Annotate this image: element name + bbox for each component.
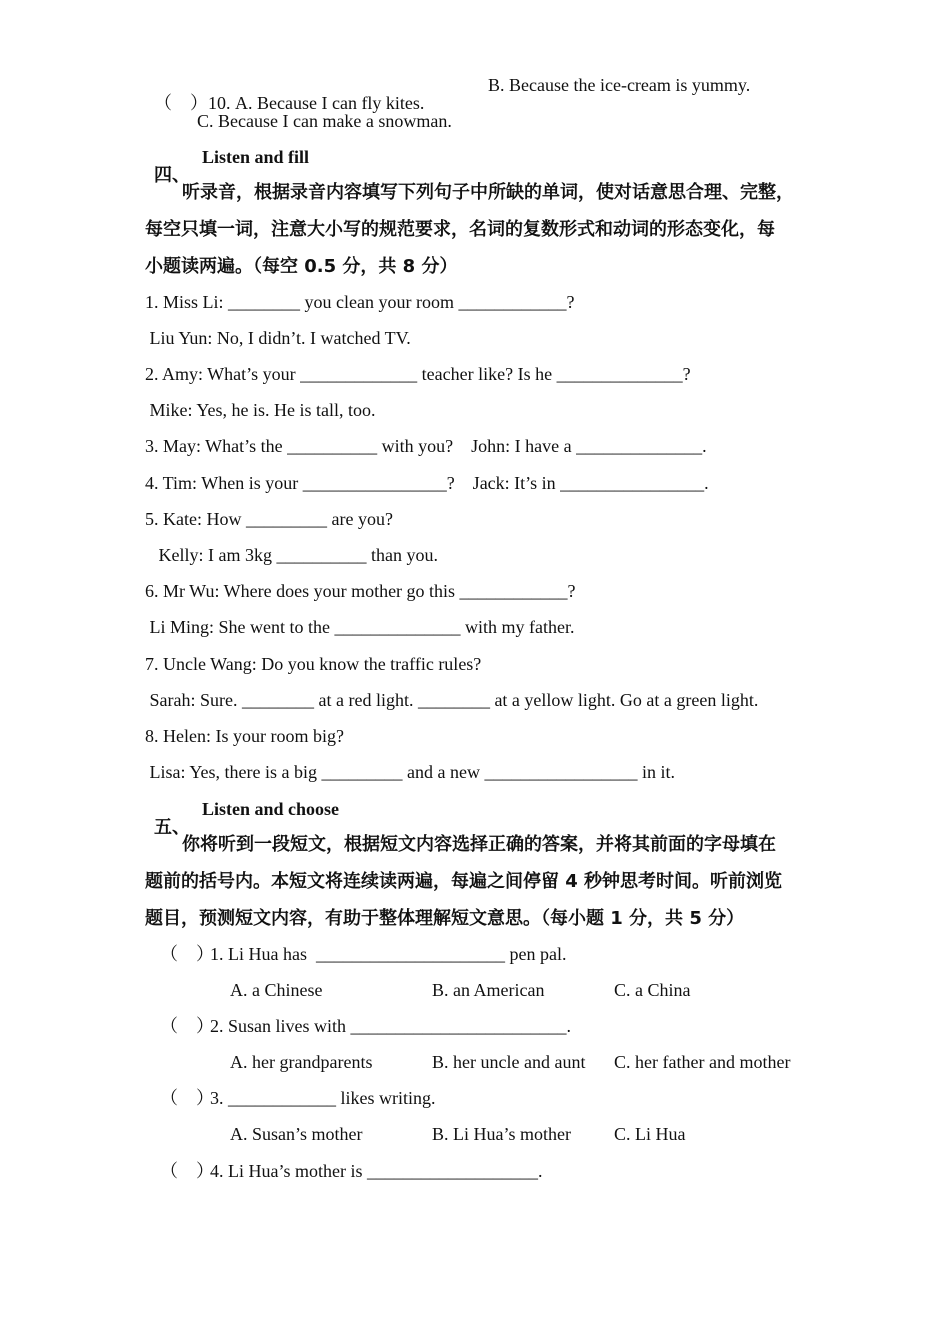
section-number: 四、 <box>154 165 190 186</box>
section5-heading <box>145 800 190 837</box>
section5-title: Listen and choose <box>202 799 340 819</box>
q10-option-c: C. Because I can make a snowman. <box>197 111 452 131</box>
fill-line: 6. Mr Wu: Where does your mother go this ____________? <box>145 581 576 601</box>
option-a: A. her grandparents <box>230 1052 373 1072</box>
fill-line: 4. Tim: When is your ________________? Jack: It’s in ________________. <box>145 473 709 493</box>
section5-instruction-1: 你将听到一段短文，根据短文内容选择正确的答案，并将其前面的字母填在 <box>182 834 776 855</box>
section4-instruction-3: 小题读两遍。（每空 0.5 分，共 8 分） <box>145 256 458 277</box>
fill-line: 1. Miss Li: ________ you clean your room ____________? <box>145 292 575 312</box>
section5-instruction-2: 题前的括号内。本短文将连续读两遍，每遍之间停留 4 秒钟思考时间。听前浏览 <box>145 871 783 892</box>
option-c: C. a China <box>614 980 691 1000</box>
option-a: A. Susan’s mother <box>230 1124 363 1144</box>
fill-line: Li Ming: She went to the ______________ with my father. <box>145 617 575 637</box>
option-b: B. an American <box>432 980 545 1000</box>
fill-line: Lisa: Yes, there is a big _________ and a new _________________ in it. <box>145 762 675 782</box>
q10-option-a: 10. A. Because I can fly kites. <box>208 93 425 113</box>
fill-line: 8. Helen: Is your room big? <box>145 726 344 746</box>
section4-heading <box>145 148 190 185</box>
question-text: 3. ____________ likes writing. <box>210 1088 436 1108</box>
answer-paren[interactable]: （ ） <box>160 1016 214 1036</box>
answer-paren[interactable]: （ ） <box>154 93 208 113</box>
fill-line: Mike: Yes, he is. He is tall, too. <box>145 400 376 420</box>
option-a: A. a Chinese <box>230 980 323 1000</box>
fill-line: Kelly: I am 3kg __________ than you. <box>145 545 438 565</box>
question-text: 1. Li Hua has _____________________ pen pal. <box>210 944 567 964</box>
option-b: B. her uncle and aunt <box>432 1052 586 1072</box>
section4-title: Listen and fill <box>202 147 310 167</box>
section4-instruction-1: 听录音，根据录音内容填写下列句子中所缺的单词，使对话意思合理、完整， <box>182 182 794 203</box>
q10-row <box>145 76 424 112</box>
fill-line: Liu Yun: No, I didn’t. I watched TV. <box>145 328 411 348</box>
fill-line: 2. Amy: What’s your _____________ teacher like? Is he ______________? <box>145 364 691 384</box>
section-number: 五、 <box>154 817 190 838</box>
option-b: B. Li Hua’s mother <box>432 1124 571 1144</box>
question-text: 4. Li Hua’s mother is ___________________. <box>210 1161 543 1181</box>
answer-paren[interactable]: （ ） <box>160 1161 214 1181</box>
option-c: C. Li Hua <box>614 1124 686 1144</box>
fill-line: 3. May: What’s the __________ with you? John: I have a ______________. <box>145 436 707 456</box>
fill-line: 7. Uncle Wang: Do you know the traffic rules? <box>145 654 482 674</box>
fill-line: Sarah: Sure. ________ at a red light. ________ at a yellow light. Go at a green light. <box>145 690 759 710</box>
section5-instruction-3: 题目，预测短文内容，有助于整体理解短文意思。（每小题 1 分，共 5 分） <box>145 908 745 929</box>
answer-paren[interactable]: （ ） <box>160 944 214 964</box>
answer-paren[interactable]: （ ） <box>160 1088 214 1108</box>
q10-option-b: B. Because the ice-cream is yummy. <box>488 75 751 95</box>
option-c: C. her father and mother <box>614 1052 791 1072</box>
question-text: 2. Susan lives with ________________________. <box>210 1016 572 1036</box>
fill-line: 5. Kate: How _________ are you? <box>145 509 393 529</box>
section4-instruction-2: 每空只填一词，注意大小写的规范要求，名词的复数形式和动词的形态变化，每 <box>145 219 775 240</box>
